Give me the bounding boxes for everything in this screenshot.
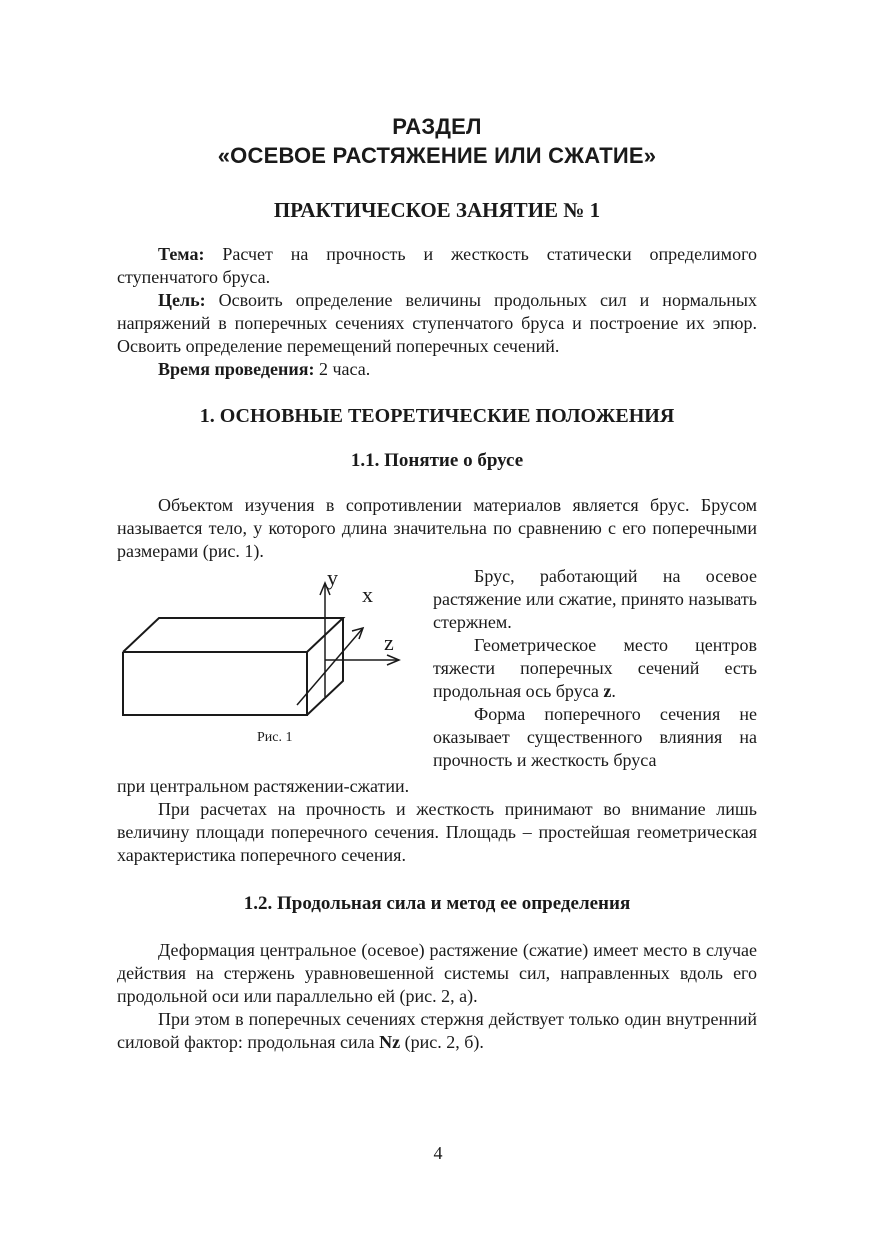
sub2-para2	[117, 1008, 757, 1054]
beam-top-face	[123, 618, 343, 652]
tema-paragraph	[117, 243, 757, 289]
sub1-para1: Объектом изучения в сопротивлении материалов является брус. Брусом называется тело, у которого длина значительна по сравнению с его поперечными размерами (рис. 1).	[117, 495, 757, 561]
practice-title: ПРАКТИЧЕСКОЕ ЗАНЯТИЕ № 1	[273, 198, 601, 222]
side-para2-text: Геометрическое место центров тяжести поперечных сечений есть продольная ось бруса	[433, 635, 757, 701]
tema-label: Тема:	[158, 244, 205, 264]
beam-front-face	[123, 652, 307, 715]
side-para3: Форма поперечного сечения не оказывает существенного влияния на прочность и жесткость бруса	[433, 704, 757, 770]
side-para2-axis: z	[603, 681, 612, 701]
figure-block	[117, 565, 757, 785]
figure-caption: Рис. 1	[257, 730, 293, 745]
section1-title: 1. ОСНОВНЫЕ ТЕОРЕТИЧЕСКИЕ ПОЛОЖЕНИЯ	[199, 405, 675, 427]
sub1-title: 1.1. Понятие о брусе	[350, 450, 524, 471]
axis-label-y: y	[327, 565, 338, 590]
sub1-continuation: при центральном растяжении-сжатии.	[117, 776, 410, 796]
chapter-heading	[117, 112, 757, 170]
axis-label-z: z	[384, 630, 394, 655]
axis-label-x: x	[362, 582, 373, 607]
chapter-heading-line2: «ОСЕВОЕ РАСТЯЖЕНИЕ ИЛИ СЖАТИЕ»	[217, 143, 657, 168]
page-content	[117, 112, 757, 1054]
side-para2-end: .	[611, 681, 616, 701]
intro-block	[117, 243, 757, 381]
sub1-para2: При расчетах на прочность и жесткость принимают во внимание лишь величину площади поперечного сечения. Площадь – простейшая геометрическая характеристика поперечного сечения.	[117, 799, 757, 865]
tema-text: Расчет на прочность и жесткость статически определимого ступенчатого бруса.	[117, 244, 757, 287]
sub2-para2-end: (рис. 2, б).	[400, 1032, 484, 1052]
page-number: 4	[433, 1143, 443, 1163]
time-paragraph	[117, 358, 757, 381]
cel-paragraph	[117, 289, 757, 358]
side-para2	[433, 634, 757, 703]
nz-symbol: Nz	[379, 1032, 401, 1052]
side-text	[433, 565, 757, 772]
time-text: 2 часа.	[314, 359, 371, 379]
chapter-heading-line1: РАЗДЕЛ	[392, 114, 482, 139]
side-para1: Брус, работающий на осевое растяжение или сжатие, принято называть стержнем.	[433, 566, 758, 632]
cel-text: Освоить определение величины продольных сил и нормальных напряжений в поперечных сечениях ступенчатого бруса и построение их эпюр. Освоить определение перемещений поперечных сечений.	[117, 290, 757, 356]
sub2-para1: Деформация центральное (осевое) растяжение (сжатие) имеет место в случае действия на стержень уравновешенной системы сил, направленных вдоль его продольной оси или параллельно ей (рис. 2, а).	[117, 940, 757, 1006]
sub2-para2-text: При этом в поперечных сечениях стержня действует только один внутренний силовой фактор: продольная сила	[117, 1009, 757, 1052]
time-label: Время проведения:	[158, 359, 315, 379]
cel-label: Цель:	[158, 290, 206, 310]
sub2-title: 1.2. Продольная сила и метод ее определения	[243, 893, 631, 914]
